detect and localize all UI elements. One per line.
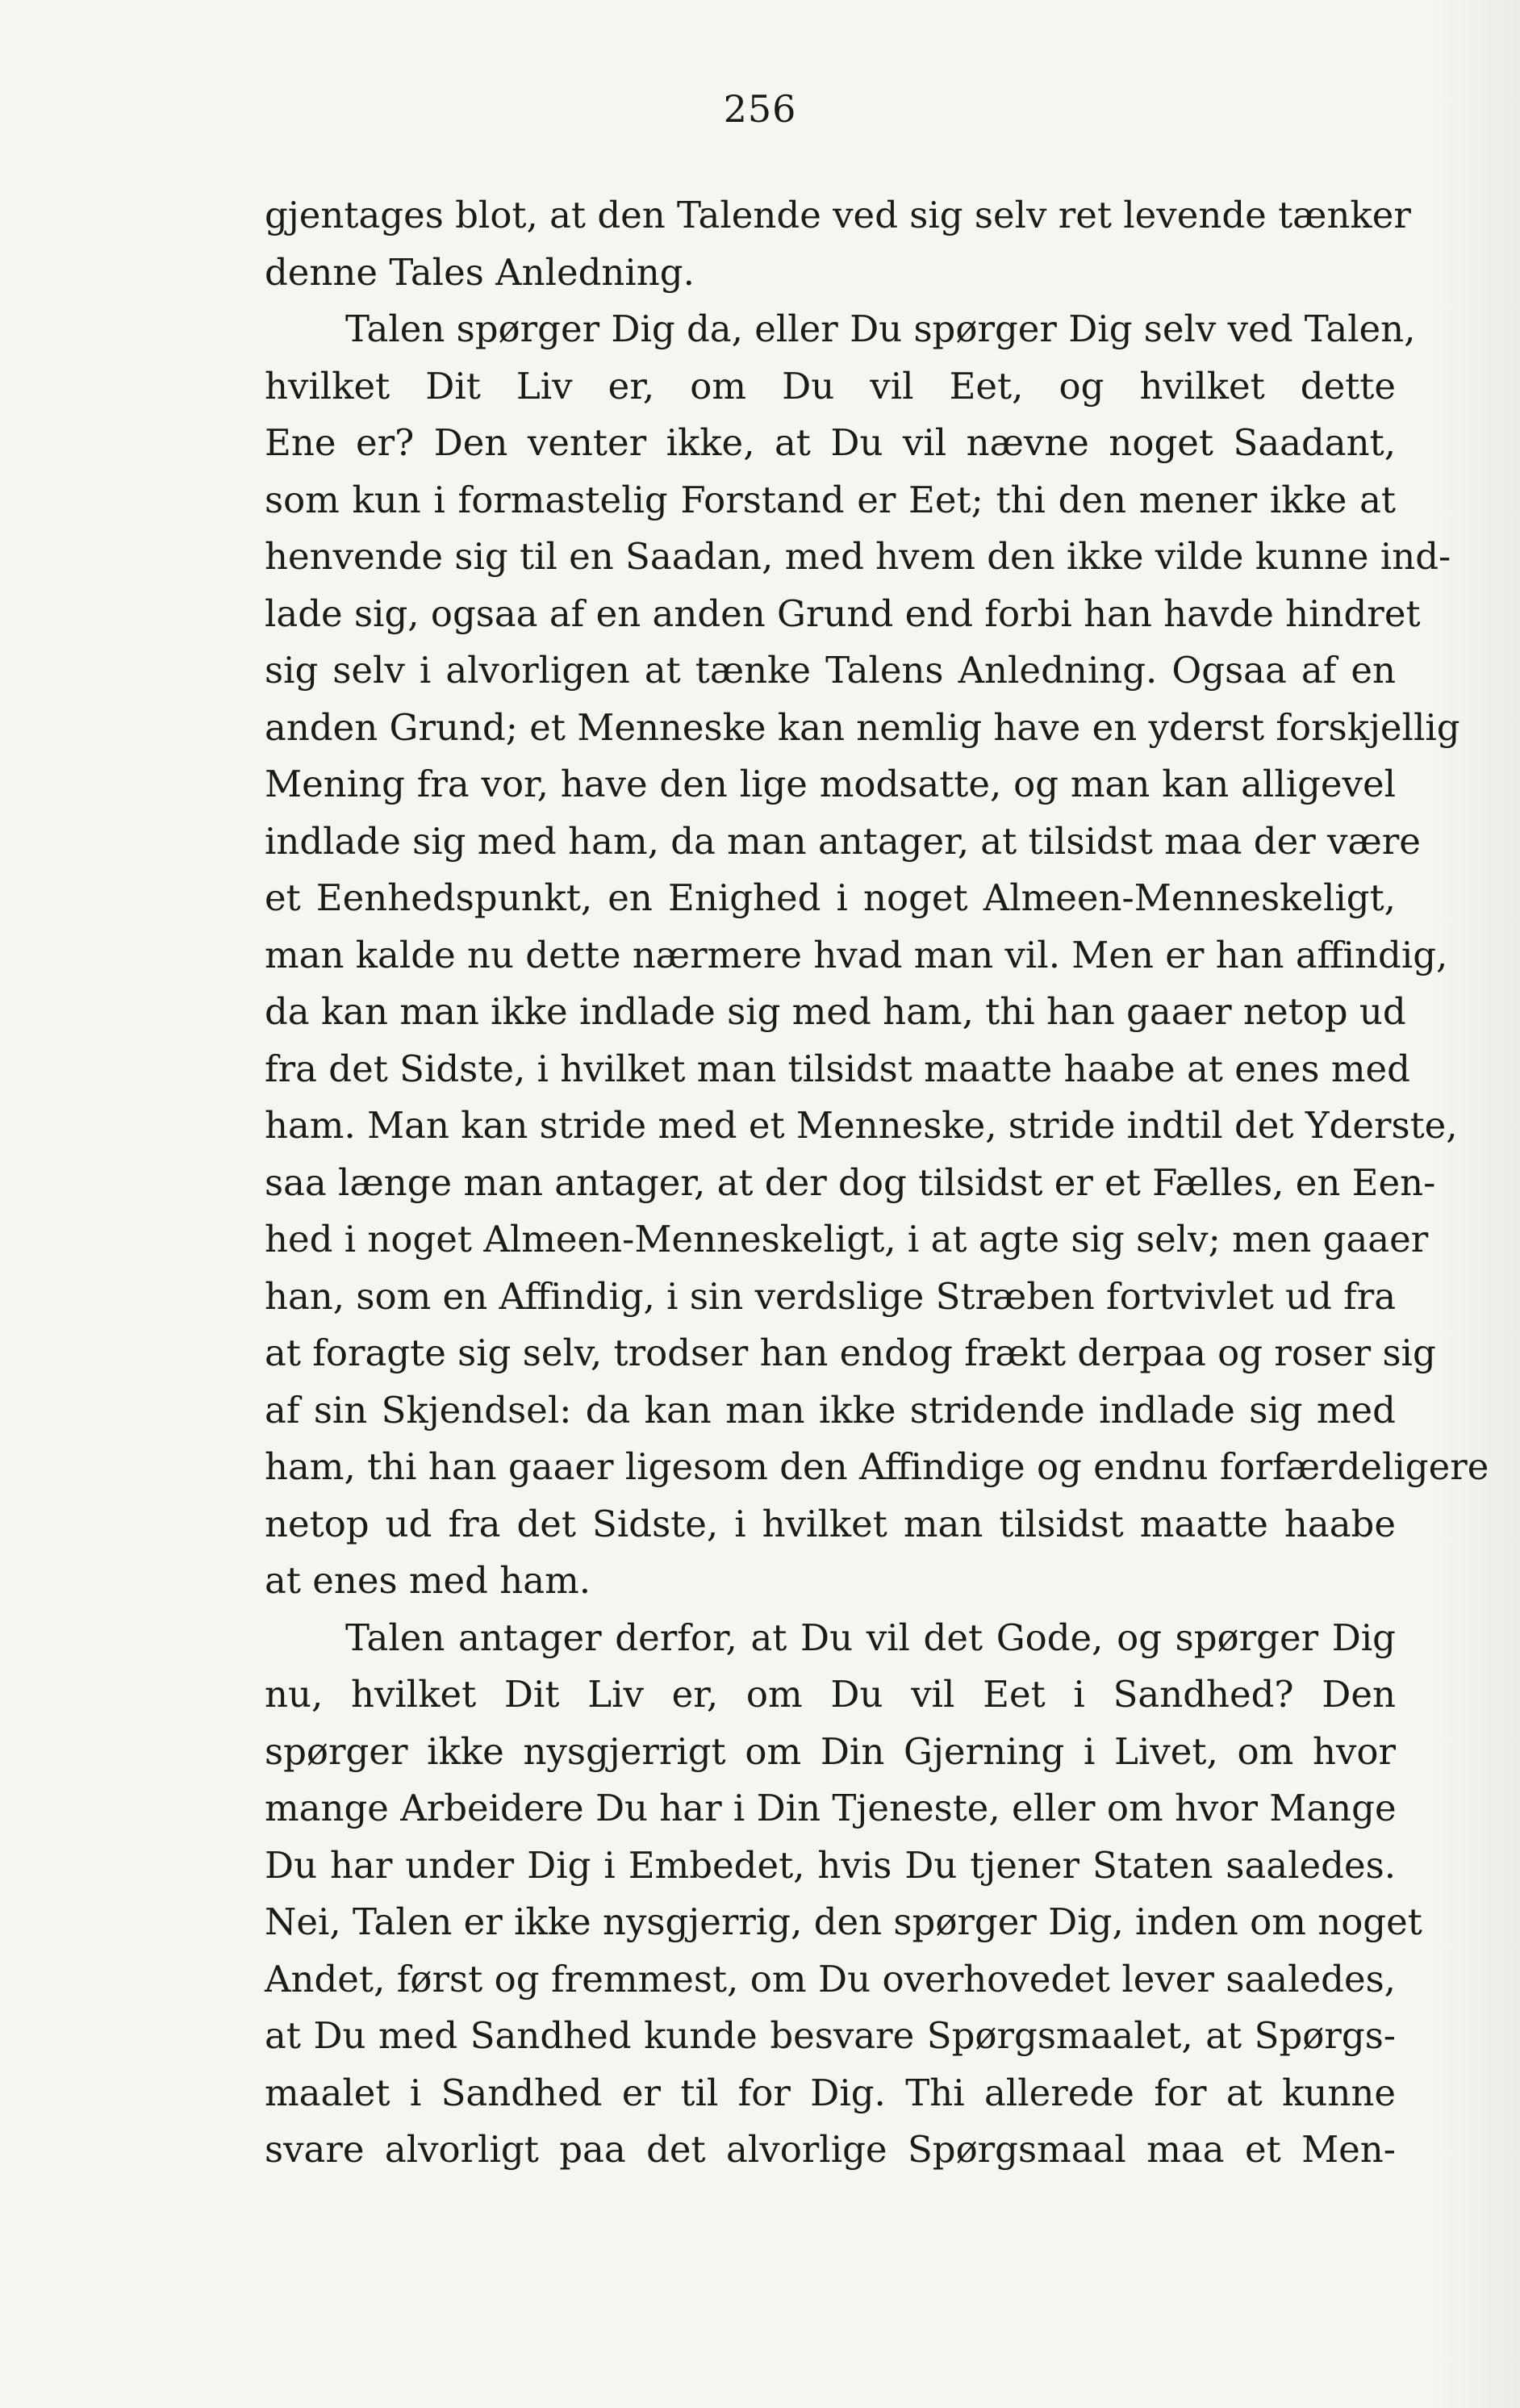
- text-line: da kan man ikke indlade sig med ham, thi han gaaer netop ud: [265, 990, 1406, 1033]
- text-line: Ene er? Den venter ikke, at Du vil nævne noget Saadant,: [265, 421, 1396, 464]
- text-line: nu, hvilket Dit Liv er, om Du vil Eet i Sandhed? Den: [265, 1673, 1396, 1716]
- text-line: denne Tales Anledning.: [265, 250, 695, 294]
- text-line: han, som en Affindig, i sin verdslige Stræben fortvivlet ud fra: [265, 1274, 1397, 1318]
- text-line: ham, thi han gaaer ligesom den Affindige og endnu forfærdeligere: [265, 1445, 1489, 1488]
- text-line: fra det Sidste, i hvilket man tilsidst maatte haabe at enes med: [265, 1047, 1410, 1090]
- text-line: Du har under Dig i Embedet, hvis Du tjener Staten saaledes.: [265, 1843, 1396, 1887]
- text-line: af sin Skjendsel: da kan man ikke stridende indlade sig med: [265, 1388, 1396, 1432]
- text-line: henvende sig til en Saadan, med hvem den ikke vilde kunne ind-: [265, 535, 1451, 578]
- text-line: Talen antager derfor, at Du vil det Gode, og spørger Dig: [345, 1616, 1396, 1659]
- text-line: at enes med ham.: [265, 1559, 591, 1602]
- text-line: man kalde nu dette nærmere hvad man vil. Men er han affindig,: [265, 933, 1448, 976]
- text-line: Andet, først og fremmest, om Du overhovedet lever saaledes,: [265, 1957, 1396, 2000]
- text-line: svare alvorligt paa det alvorlige Spørgsmaal maa et Men-: [265, 2128, 1396, 2171]
- text-line: gjentages blot, at den Talende ved sig selv ret levende tænker: [265, 194, 1411, 236]
- text-line: saa længe man antager, at der dog tilsidst er et Fælles, en Een-: [265, 1160, 1436, 1204]
- text-line: hed i noget Almeen-Menneskeligt, i at agte sig selv; men gaaer: [265, 1218, 1429, 1260]
- text-line: anden Grund; et Menneske kan nemlig have en yderst forskjellig: [265, 705, 1460, 749]
- text-line: som kun i formastelig Forstand er Eet; thi den mener ikke at: [265, 478, 1396, 521]
- text-line: sig selv i alvorligen at tænke Talens Anledning. Ogsaa af en: [265, 649, 1396, 692]
- page-number: 256: [723, 87, 797, 131]
- text-line: Nei, Talen er ikke nysgjerrig, den spørger Dig, inden om noget: [265, 1900, 1422, 1943]
- text-line: Mening fra vor, have den lige modsatte, og man kan alligevel: [265, 763, 1396, 805]
- text-line: at foragte sig selv, trodser han endog frækt derpaa og roser sig: [265, 1332, 1436, 1374]
- text-line: maalet i Sandhed er til for Dig. Thi allerede for at kunne: [265, 2071, 1396, 2114]
- text-line: spørger ikke nysgjerrigt om Din Gjerning i Livet, om hvor: [265, 1729, 1396, 1773]
- text-line: netop ud fra det Sidste, i hvilket man tilsidst maatte haabe: [265, 1502, 1396, 1545]
- text-line: Talen spørger Dig da, eller Du spørger Dig selv ved Talen,: [345, 307, 1416, 350]
- text-line: indlade sig med ham, da man antager, at tilsidst maa der være: [265, 819, 1421, 863]
- text-line: lade sig, ogsaa af en anden Grund end forbi han havde hindret: [265, 592, 1421, 635]
- text-line: et Eenhedspunkt, en Enighed i noget Almeen-Menneskeligt,: [265, 876, 1396, 919]
- text-line: at Du med Sandhed kunde besvare Spørgsmaalet, at Spørgs-: [265, 2014, 1396, 2057]
- body-text: [265, 187, 1489, 2179]
- text-line: hvilket Dit Liv er, om Du vil Eet, og hvilket dette: [265, 364, 1396, 408]
- text-line: ham. Man kan stride med et Menneske, stride indtil det Yderste,: [265, 1104, 1458, 1147]
- text-line: mange Arbeidere Du har i Din Tjeneste, eller om hvor Mange: [265, 1787, 1397, 1829]
